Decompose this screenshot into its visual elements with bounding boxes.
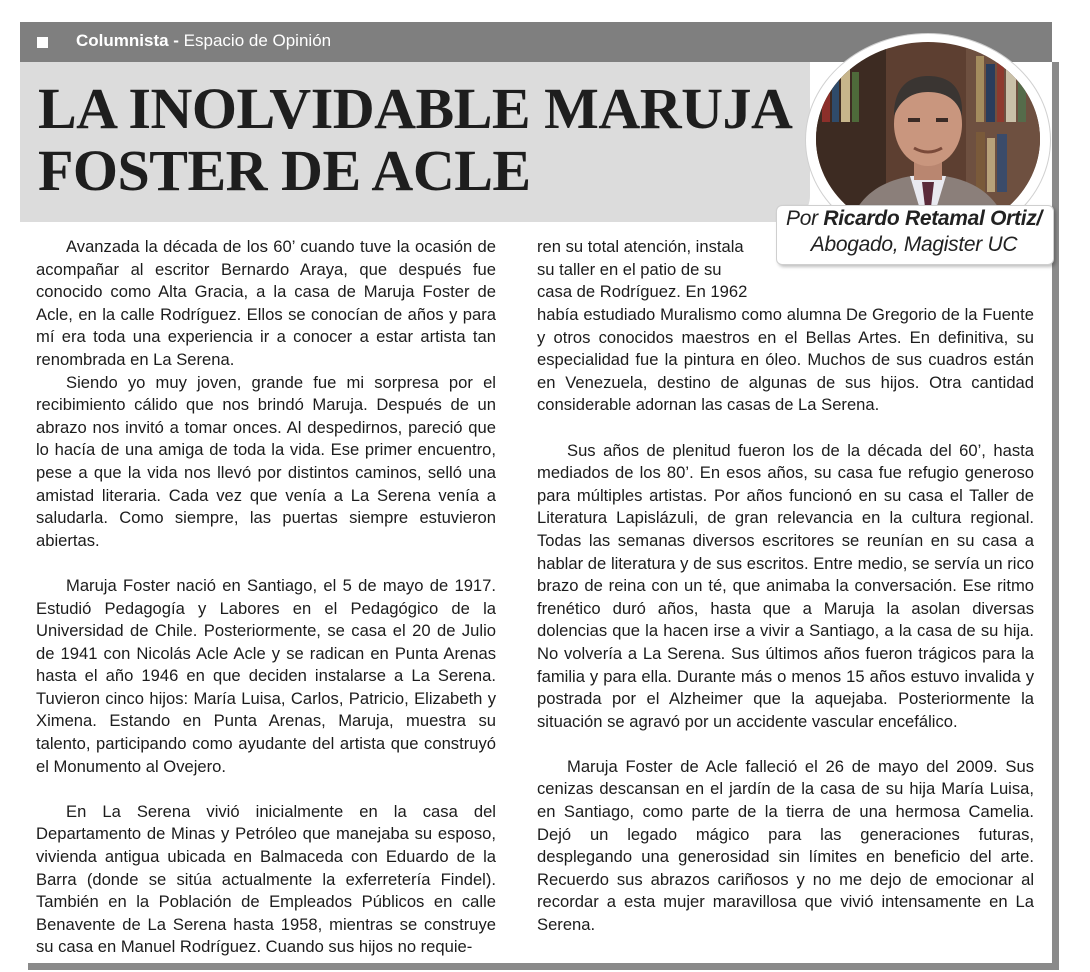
section-kicker bbox=[76, 31, 331, 51]
byline bbox=[776, 206, 1052, 258]
text-line: ren su total atención, instala bbox=[537, 237, 744, 256]
article-column-1 bbox=[36, 236, 496, 959]
square-bullet-icon bbox=[37, 37, 48, 48]
page-shadow-right bbox=[1052, 62, 1059, 968]
paragraph: Sus años de plenitud fueron los de la década del 60’, hasta mediados de los 80’. En esos años, su casa fue refugio generoso para múltiples artistas. Por años funcionó en su casa el Taller de Literatura Lapislázuli, de gran relevancia en la cultura regional. Todas las semanas diversos escritores se reunían en su casa a hablar de literatura y de sus escritos. Entre medio, se servía un rico brazo de reina con un té, que animaba la conversación. Ese ritmo frenético duró años, hasta que a Maruja la asolan diversas dolencias que la hacen irse a vivir a Santiago, a la casa de su hija. No volvería a La Serena. Sus últimos años fueron trágicos para la familia y para ella. Durante más o menos 15 años estuvo invalida y postrada por el Alzheimer que la aquejaba. Posteriormente la situación se agravó por un accidente vascular encefálico. bbox=[537, 440, 1034, 731]
byline-role: Abogado, Magister UC bbox=[810, 233, 1018, 256]
byline-prefix: Por bbox=[786, 207, 824, 230]
text-line: su taller en el patio de su bbox=[537, 259, 722, 279]
article-column-2-top bbox=[537, 236, 769, 304]
section-separator: - bbox=[168, 31, 184, 50]
text-line: casa de Rodríguez. En 1962 bbox=[537, 282, 748, 302]
paragraph: Siendo yo muy joven, grande fue mi sorpresa por el recibimiento cálido que nos brindó Maruja. Después de un abrazo nos invitó a tomar onces. Al despedirnos, pareció que lo hacía de una amiga de toda la vida. Ese primer encuentro, pese a que la vida nos llevó por distintos caminos, selló una amistad literaria. Cada vez que venía a La Serena venía a saludarla. Como siempre, las puertas siempre estuvieron abiertas. bbox=[36, 372, 496, 550]
paragraph: Avanzada la década de los 60’ cuando tuve la ocasión de acompañar al escritor Bernardo Araya, que después fue conocido como Alta Gracia, a la casa de Maruja Foster de Acle, en la calle Rodríguez. Ellos se conocían de años y para mí era toda una experiencia ir a conocer a estar artista tan renombrada en La Serena. bbox=[36, 237, 496, 369]
paragraph: En La Serena vivió inicialmente en la casa del Departamento de Minas y Petróleo que manejaba su esposo, vivienda antigua ubicada en Balmaceda con Eduardo de la Barra (donde se sitúa actualmente la exferretería Findel). También en la Población de Empleados Públicos en calle Benavente de La Serena hasta 1958, mientras se construye su casa en Manuel Rodríguez. Cuando sus hijos no requie- bbox=[36, 801, 496, 957]
article-column-2 bbox=[537, 304, 1034, 937]
headline bbox=[38, 78, 792, 202]
page-shadow-bottom bbox=[28, 963, 1059, 970]
byline-author: Ricardo Retamal Ortiz/ bbox=[823, 207, 1042, 230]
paragraph: había estudiado Muralismo como alumna De Gregorio de la Fuente y otros conocidos maestros en el Bellas Artes. En definitiva, su especialidad fue la pintura en óleo. Muchos de sus cuadros están en Venezuela, destino de algunas de sus hijos. Otra cantidad considerable adornan las casas de La Serena. bbox=[537, 305, 1034, 415]
paragraph: Maruja Foster nació en Santiago, el 5 de mayo de 1917. Estudió Pedagogía y Labores en el Pedagógico de la Universidad de Chile. Posteriormente, se casa el 20 de Julio de 1941 con Nicolás Acle Acle y se radican en Punta Arenas hasta el año 1946 en que deciden instalarse a La Serena. Tuvieron cinco hijos: María Luisa, Carlos, Patricio, Elizabeth y Ximena. Estando en Punta Arenas, Maruja, muestra su talento, participando como ayudante del artista que construyó el Monumento al Ovejero. bbox=[36, 575, 496, 776]
headline-line-2: FOSTER DE ACLE bbox=[38, 138, 531, 203]
section-sublabel: Espacio de Opinión bbox=[183, 31, 332, 50]
section-label: Columnista bbox=[76, 31, 169, 50]
headline-line-1: LA INOLVIDABLE MARUJA bbox=[38, 76, 793, 141]
paragraph: Maruja Foster de Acle falleció el 26 de mayo del 2009. Sus cenizas descansan en el jardín de la casa de su hija María Luisa, en Santiago, como parte de la tierra de una hermosa Camelia. Dejó un legado mágico para las generaciones futuras, desplegando una generosidad sin límites en beneficio del arte. Recuerdo sus abrazos cariñosos y no me dejo de emocionar al recordar a esta mujer maravillosa que vivió intensamente en La Serena. bbox=[537, 756, 1034, 935]
